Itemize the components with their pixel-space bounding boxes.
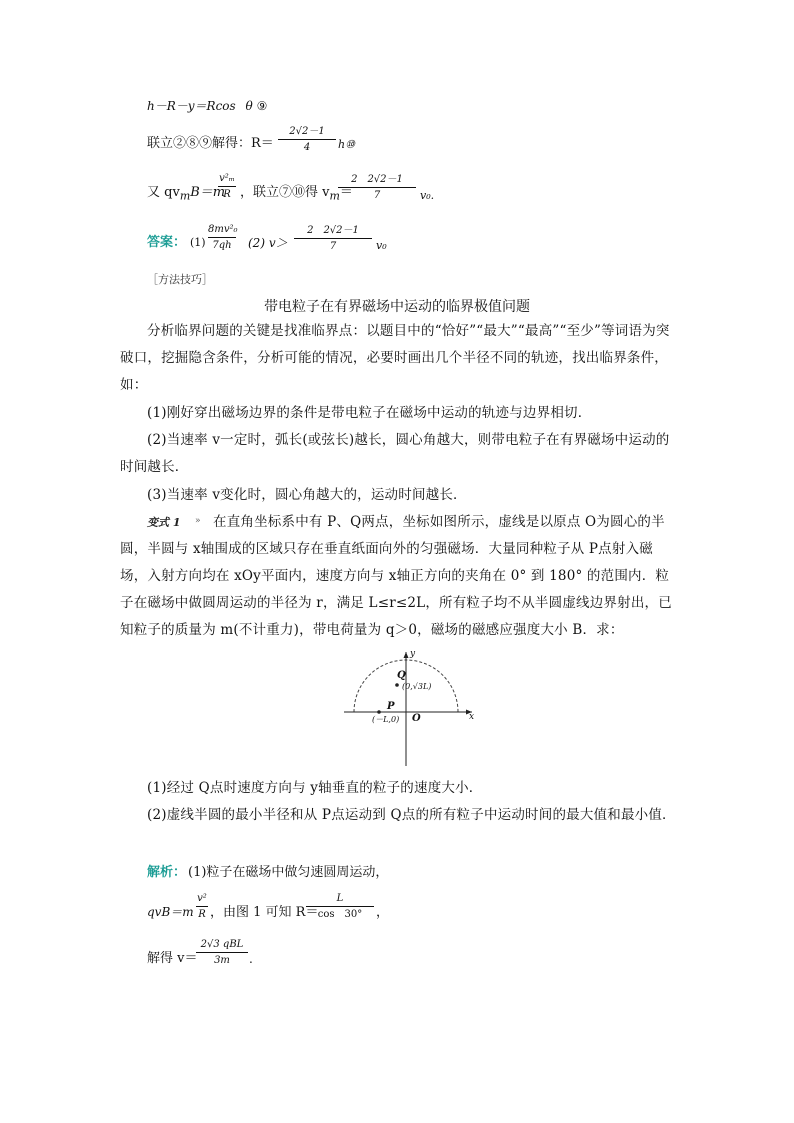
p-label: P bbox=[387, 701, 395, 712]
method-point-2: (2)当速率 v一定时，弧长(或弦长)越长，圆心角越大，则带电粒子在有界磁场中运动的时间越长． bbox=[120, 432, 670, 475]
vm-line bbox=[147, 186, 225, 202]
equation-9-mark: ⑨ bbox=[256, 99, 268, 113]
method-body: 分析临界问题的关键是找准临界点：以题目中的“恰好”“最大”“最高”“至少”等词语为突破口，挖掘隐含条件，分析可能的情况，必要时画出几个半径不同的轨迹，找出临界条件，如： bbox=[120, 323, 670, 393]
vm-mid bbox=[240, 186, 353, 202]
vm-frac1-den: R bbox=[223, 189, 231, 200]
answer-f1-den: 7qh bbox=[212, 240, 232, 251]
analysis-f1-den: R bbox=[198, 909, 206, 920]
analysis-fraction-3 bbox=[196, 940, 248, 966]
vm-fraction-2 bbox=[338, 175, 416, 201]
analysis-eq1-mid: ，由图 1 可知 R＝ bbox=[210, 905, 319, 920]
x-axis-label: x bbox=[469, 712, 475, 722]
answer-part1: (1) bbox=[190, 236, 206, 249]
q-label: Q bbox=[397, 670, 406, 681]
answer-f2-den: 7 bbox=[329, 241, 337, 252]
answer-fraction-1 bbox=[208, 225, 236, 251]
analysis-f3-num: 2√3 qBL bbox=[200, 939, 244, 950]
vm-fraction-1 bbox=[218, 174, 236, 200]
vm-suffix: v₀. bbox=[420, 189, 435, 202]
analysis-f3-den: 3m bbox=[214, 955, 230, 966]
solve-r-fraction bbox=[278, 127, 336, 153]
analysis-text: (1)粒子在磁场中做匀速圆周运动， bbox=[188, 865, 389, 880]
answer-fraction-2 bbox=[294, 226, 372, 252]
method-title: 带电粒子在有界磁场中运动的临界极值问题 bbox=[264, 299, 530, 315]
analysis-f2-num: L bbox=[336, 893, 344, 904]
question-2: (2)虚线半圆的最小半径和从 P点运动到 Q点的所有粒子中运动时间的最大值和最小值． bbox=[147, 807, 676, 823]
method-point-3: (3)当速率 v变化时，圆心角越大的，运动时间越长． bbox=[147, 487, 467, 503]
analysis-eq2-suffix: . bbox=[249, 952, 253, 966]
analysis-eq1-prefix: qvB＝m bbox=[147, 905, 194, 919]
practice-badge: 变式 1 bbox=[147, 516, 181, 529]
vm-frac2-num: 2 2√2－1 bbox=[351, 174, 403, 185]
vm-mid-text: ，联立⑦⑩得 v bbox=[240, 185, 330, 200]
analysis-f2-den: cos 30° bbox=[317, 909, 363, 920]
method-point-1: (1)刚好穿出磁场边界的条件是带电粒子在磁场中运动的轨迹与边界相切． bbox=[147, 405, 592, 421]
analysis-eq1-suffix: ， bbox=[376, 905, 390, 920]
y-axis-arrow-icon bbox=[404, 652, 409, 658]
answer-f1-num: 8mv²₀ bbox=[208, 224, 238, 235]
vm-b: B＝m bbox=[190, 185, 226, 200]
vm-eq: ＝ bbox=[339, 185, 353, 200]
analysis-f1-num: v² bbox=[197, 893, 207, 904]
vm-sub-m2: m bbox=[329, 189, 340, 203]
vm-frac2-den: 7 bbox=[373, 190, 381, 201]
solve-r-suffix: h⑩ bbox=[338, 138, 355, 151]
coordinate-figure bbox=[338, 648, 488, 768]
vm-sub-m: m bbox=[179, 189, 191, 203]
equation-9-theta: θ bbox=[245, 99, 253, 113]
equation-9-left: h－R－y＝Rcos bbox=[147, 99, 236, 113]
practice-text: 在直角坐标系中有 P、Q两点，坐标如图所示，虚线是以原点 O为圆心的半圆，半圆与 x轴围成的区域只存在垂直纸面向外的匀强磁场．大量同种粒子从 P点射入磁场，入射方向均在 xOy平面内，速度方向与 x轴正方向的夹角在 0° 到 180° 的范围内．粒子在磁场中做圆周运动的半径为 r，满足 L≤r≤2L，所有粒子均不从半圆虚线边界射出，已知粒子的质量为 m(不计重力)，带电荷量为 q＞0，磁场的磁感应强度大小 B．求： bbox=[120, 514, 672, 638]
answer-label: 答案： bbox=[147, 235, 187, 250]
point-p bbox=[377, 710, 381, 714]
answer-f2-num: 2 2√2－1 bbox=[307, 225, 359, 236]
solve-r-prefix: 联立②⑧⑨解得：R＝ bbox=[147, 136, 274, 151]
p-coordinate: (－L,0) bbox=[372, 715, 400, 724]
y-axis-label: y bbox=[410, 649, 416, 659]
analysis-fraction-2 bbox=[306, 894, 374, 920]
analysis-fraction-1 bbox=[196, 894, 208, 920]
method-tag: ［方法技巧］ bbox=[147, 273, 213, 286]
question-1: (1)经过 Q点时速度方向与 y轴垂直的粒子的速度大小． bbox=[147, 780, 483, 796]
answer-suffix: v₀ bbox=[376, 239, 387, 252]
vm-frac1-num: v²ₘ bbox=[219, 173, 235, 184]
analysis-label: 解析： bbox=[147, 865, 187, 880]
solve-r-denominator: 4 bbox=[303, 142, 311, 153]
equation-9 bbox=[147, 100, 267, 112]
q-coordinate: (0,√3L) bbox=[402, 682, 432, 691]
analysis-eq2-prefix: 解得 v＝ bbox=[147, 951, 198, 966]
origin-label: O bbox=[412, 713, 421, 724]
answer-part2: (2) v＞ bbox=[248, 236, 288, 250]
solve-r-numerator: 2√2－1 bbox=[289, 126, 325, 137]
practice-badge-arrow: » bbox=[195, 516, 201, 526]
vm-prefix: 又 qv bbox=[147, 185, 180, 200]
point-q bbox=[395, 683, 399, 687]
